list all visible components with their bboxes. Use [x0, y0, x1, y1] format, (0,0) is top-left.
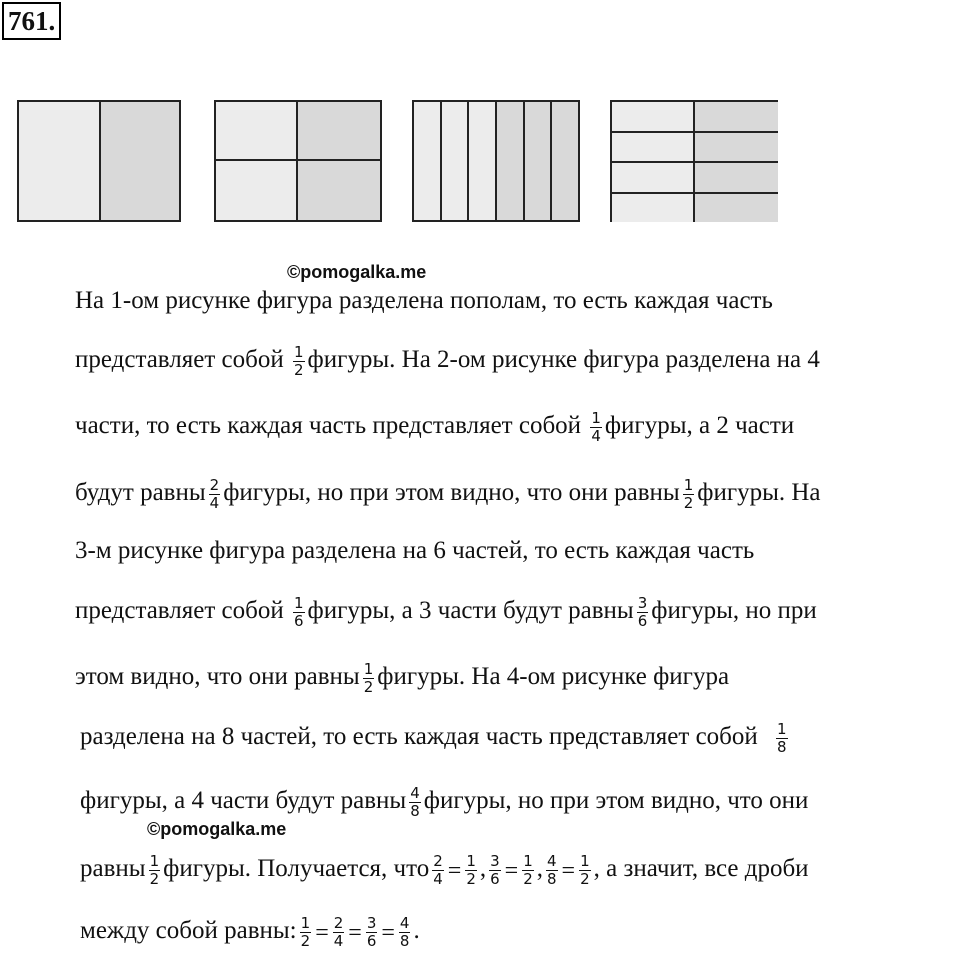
denominator: 8	[777, 738, 787, 756]
text: фигуры. На 4-ом рисунке фигура	[377, 663, 730, 691]
numerator: 2	[433, 852, 443, 870]
watermark: ©pomogalka.me	[147, 819, 287, 839]
figure-part-shaded	[101, 102, 179, 220]
fraction	[590, 410, 602, 445]
text: фигуры. На 2-ом рисунке фигура разделена на 4	[307, 346, 820, 374]
numerator: 1	[300, 914, 311, 932]
text-line	[80, 853, 809, 888]
fraction	[683, 477, 695, 512]
numerator: 1	[293, 343, 304, 361]
figure-part-light	[469, 102, 497, 220]
text: представляет собой	[75, 346, 284, 374]
figure-part-light	[612, 100, 695, 131]
numerator: 1	[683, 476, 694, 494]
text: .	[413, 917, 420, 945]
text-line	[75, 477, 821, 512]
watermark: ©pomogalka.me	[287, 262, 427, 282]
text: фигуры, но при этом видно, что они равны	[223, 479, 680, 507]
numerator: 3	[366, 914, 377, 932]
denominator: 2	[149, 870, 160, 888]
figure-part-light	[414, 102, 442, 220]
fraction	[209, 477, 221, 512]
text-line	[80, 785, 808, 820]
denominator: 8	[399, 932, 410, 950]
text-line	[75, 286, 773, 316]
text-line	[75, 344, 820, 379]
equals-sign: =	[348, 919, 362, 946]
text: фигуры. Получается, что	[163, 855, 430, 883]
denominator: 2	[466, 870, 476, 888]
numerator: 2	[333, 914, 344, 932]
numerator: 4	[399, 914, 410, 932]
numerator: 2	[209, 476, 220, 494]
numerator: 1	[293, 594, 304, 612]
denominator: 6	[490, 870, 500, 888]
text: фигуры. На	[697, 479, 821, 507]
fraction	[293, 344, 305, 379]
text: фигуры, а 2 части	[604, 412, 795, 440]
denominator: 2	[300, 932, 311, 950]
text: между собой равны:	[80, 917, 297, 945]
figure-part-light	[612, 192, 695, 223]
text: этом видно, что они равны	[75, 663, 360, 691]
fraction	[432, 853, 444, 888]
numerator: 1	[466, 852, 476, 870]
text-line	[80, 721, 791, 756]
numerator: 1	[363, 660, 374, 678]
denominator: 6	[366, 932, 377, 950]
numerator: 1	[149, 852, 160, 870]
denominator: 4	[433, 870, 443, 888]
fraction	[300, 915, 312, 950]
text: фигуры, а 4 части будут равны	[80, 787, 407, 815]
text-line	[75, 595, 817, 630]
fraction	[776, 721, 788, 756]
text: , а значит, все дроби	[593, 855, 809, 883]
numerator: 4	[410, 784, 420, 802]
figure-quarters	[214, 100, 382, 222]
fraction	[399, 915, 411, 950]
fraction	[637, 595, 649, 630]
text-line	[80, 915, 420, 950]
text: 3-м рисунке фигура разделена на 6 частей, то есть каждая часть	[75, 537, 755, 564]
figure-part-light	[216, 161, 298, 220]
denominator: 6	[637, 612, 648, 630]
text-line	[75, 410, 794, 445]
figure-halves	[17, 100, 181, 222]
fraction	[546, 853, 558, 888]
denominator: 2	[580, 870, 590, 888]
figure-part-shaded	[695, 161, 778, 192]
text-line	[75, 661, 729, 696]
equals-sign: =	[381, 919, 395, 946]
figure-part-light	[442, 102, 470, 220]
denominator: 2	[683, 494, 694, 512]
denominator: 8	[547, 870, 557, 888]
figure-part-shaded	[298, 161, 380, 220]
figure-part-light	[612, 161, 695, 192]
figure-part-shaded	[497, 102, 525, 220]
figure-part-light	[19, 102, 101, 220]
equals-sign: =	[504, 857, 519, 884]
fraction	[149, 853, 161, 888]
denominator: 4	[591, 427, 601, 445]
text: представляет собой	[75, 597, 284, 625]
equals-sign: =	[447, 857, 462, 884]
equals-sign: =	[561, 857, 576, 884]
text: будут равны	[75, 479, 206, 507]
figure-part-light	[216, 102, 298, 161]
text-line	[75, 536, 754, 566]
numerator: 3	[490, 852, 500, 870]
numerator: 1	[591, 409, 601, 427]
comma: ,	[479, 855, 487, 883]
fraction	[333, 915, 345, 950]
numerator: 4	[547, 852, 557, 870]
figure-part-shaded	[695, 192, 778, 223]
numerator: 1	[523, 852, 533, 870]
denominator: 6	[293, 612, 304, 630]
figure-part-shaded	[298, 102, 380, 161]
figure-eighths	[610, 100, 778, 222]
fraction	[366, 915, 378, 950]
fraction	[579, 853, 591, 888]
denominator: 2	[523, 870, 533, 888]
fraction	[363, 661, 375, 696]
comma: ,	[536, 855, 543, 883]
figure-part-shaded	[552, 102, 578, 220]
text: фигуры, а 3 части будут равны	[307, 597, 634, 625]
text: фигуры, но при этом видно, что они	[423, 787, 809, 815]
numerator: 1	[580, 852, 590, 870]
denominator: 2	[363, 678, 374, 696]
denominator: 4	[209, 494, 220, 512]
text: На 1-ом рисунке фигура разделена пополам, то есть каждая часть	[75, 287, 773, 314]
figure-part-shaded	[695, 131, 778, 162]
numerator: 3	[637, 594, 648, 612]
text: равны	[80, 855, 146, 883]
text: фигуры, но при	[651, 597, 817, 625]
figure-part-shaded	[525, 102, 553, 220]
numerator: 1	[777, 720, 787, 738]
equals-sign: =	[315, 919, 329, 946]
figure-part-light	[612, 131, 695, 162]
text: части, то есть каждая часть представляет собой	[75, 412, 582, 440]
denominator: 4	[333, 932, 344, 950]
fraction	[522, 853, 534, 888]
fraction	[409, 785, 421, 820]
text: разделена на 8 частей, то есть каждая часть представляет собой	[80, 723, 758, 751]
denominator: 8	[410, 802, 420, 820]
fraction	[293, 595, 305, 630]
task-number: 761.	[2, 2, 61, 40]
figure-part-shaded	[695, 100, 778, 131]
fraction	[489, 853, 501, 888]
denominator: 2	[293, 361, 304, 379]
figure-sixths	[412, 100, 580, 222]
fraction	[465, 853, 477, 888]
